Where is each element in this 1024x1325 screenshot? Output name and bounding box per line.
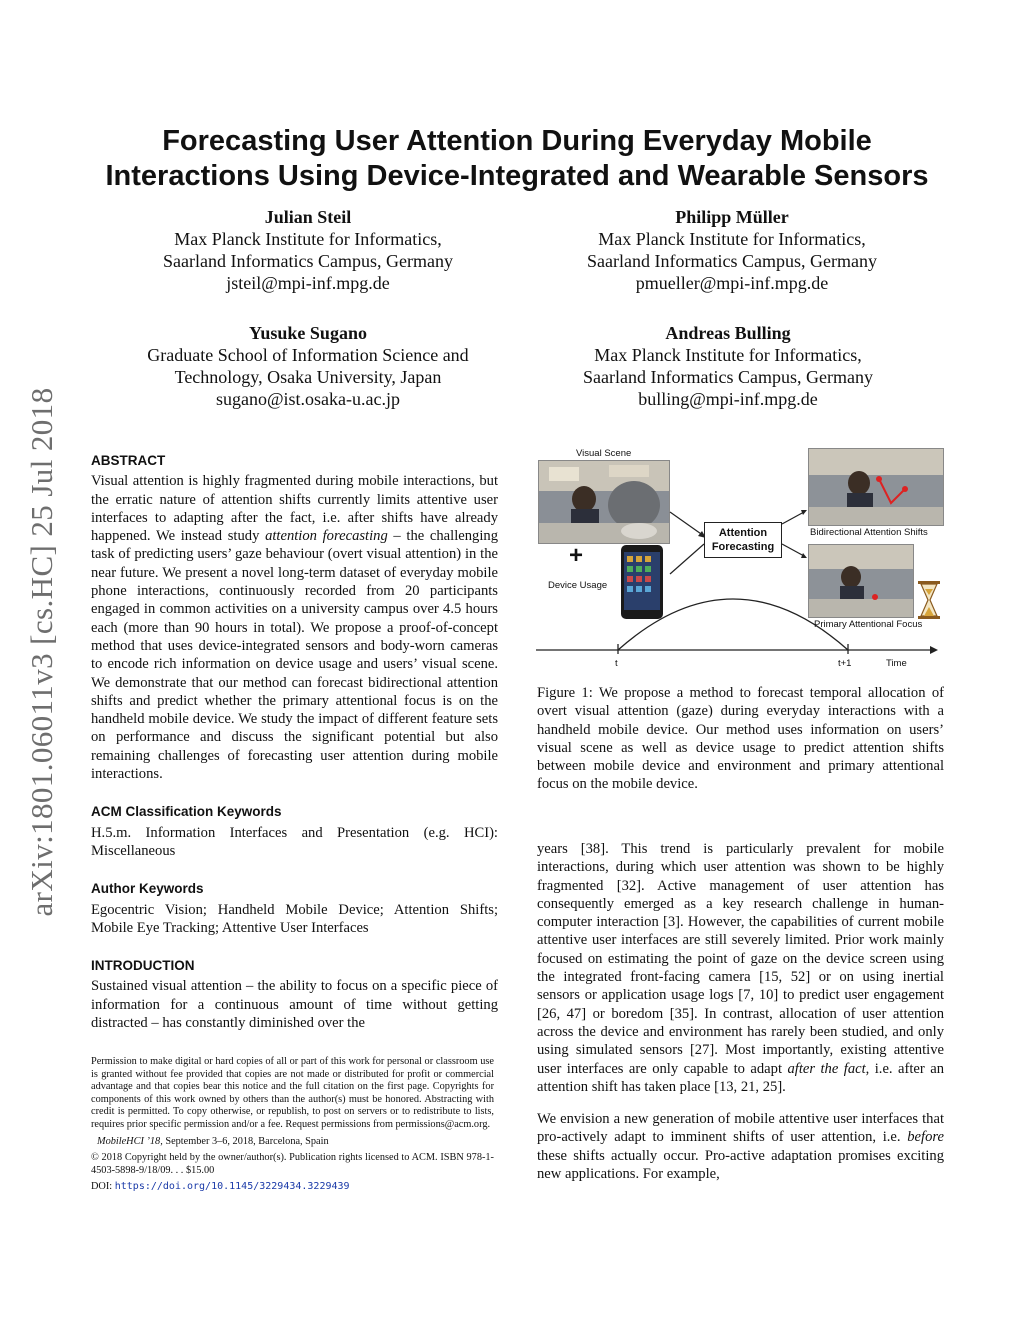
permission-text: Permission to make digital or hard copies of all or part of this work for personal or classroom use is granted without fee provided that copies are not made or distributed for profit or commercial advantage and that copies bear this notice and the full citation on the first page. Copyrights for components of this work owned by others than the author(s) must be honored. Abstracting with credit is permitted. To copy otherwise, or republish, to post on servers or to redistribute to lists, requires prior specific permission and/or a fee. Request permissions from permissions@acm.org. [91,1056,494,1130]
label-t-plus-1: t+1 [838,658,852,669]
author-block-mueller [542,206,922,294]
figure-caption: Figure 1: We propose a method to forecast temporal allocation of overt visual attention (gaze) during everyday interactions with a handheld mobile device. Our method uses information on users’ visual scene as well as device usage to predict attention shifts between mobile device and environment and primary attentional focus on the mobile device. [537,685,944,793]
acm-text: H.5.m. Information Interfaces and Presentation (e.g. HCI): Miscellaneous [91,824,498,859]
label-device-usage: Device Usage [548,580,608,591]
author-name: Andreas Bulling [665,323,791,343]
intro-paragraph-2: We envision a new generation of mobile attentive user interfaces that pro-actively adapt to imminent shifts of user attention, i.e. before these shifts actually occur. Pro-active adaptation promises exciting new applications. For example, [537,1111,944,1183]
author-block-sugano [108,322,508,410]
author-affiliation: Saarland Informatics Campus, Germany [583,367,873,387]
author-affiliation: Saarland Informatics Campus, Germany [587,251,877,271]
visual-scene-photo [538,460,670,544]
abstract-text: Visual attention is highly fragmented during mobile interactions, but the erratic nature of attention shifts currently limits attentive user interfaces to adapting after the fact, i.e. after shifts have already happened. We instead study attention forecasting – the challenging task of predicting users’ gaze behaviour (overt visual attention) in the near future. We present a novel long-term dataset of everyday mobile phone interactions, continuously recorded from 20 participants engaged in common activities on a university campus over 4.5 hours each (more than 90 hours in total). We propose a proof-of-concept method that uses device-integrated sensors and body-worn cameras to encode rich information on device usage and users’ visual scene. We demonstrate that our method can forecast bidirectional attention shifts and predict whether the primary attentional focus is on the handheld mobile device. We study the impact of different feature sets on performance and discuss the significant potential but also remaining challenges of forecasting user attention during mobile interactions. [91,473,498,783]
author-affiliation: Graduate School of Information Science and [147,345,469,365]
keywords-heading: Author Keywords [91,881,204,897]
label-primary-focus: Primary Attentional Focus [814,619,923,630]
author-affiliation: Max Planck Institute for Informatics, [594,345,862,365]
intro-paragraph-1: years [38]. This trend is particularly prevalent for mobile interactions, during which user attention was shown to be highly fragmented [32]. Active management of user attention has consequently emerged as a key research challenge in human-computer interaction [3]. However, the capabilities of current mobile attentive user interfaces are still severely limited. Prior work mainly focused on estimating the point of gaze on the device screen using the integrated front-facing camera [15, 52] or on using inertial sensors or application usage logs [7, 10] to predict user engagement [26, 47] or boredom [35]. In contrast, allocation of user attention across the device and environment has rarely been studied, and only using simulated sensors [27]. Most importantly, existing attentive user interfaces are only capable to adapt after the fact, i.e. after an attention shift has taken place [13, 21, 25]. [537,841,944,1095]
label-t: t [615,658,618,669]
author-affiliation: Technology, Osaka University, Japan [174,367,442,387]
paper-title [60,124,974,194]
title-line-2: Interactions Using Device-Integrated and Wearable Sensors [105,160,929,192]
author-email: pmueller@mpi-inf.mpg.de [635,273,829,293]
arxiv-id: arXiv:1801.06011v3 [cs.HC] 25 Jul 2018 [24,387,59,917]
author-affiliation: Max Planck Institute for Informatics, [598,229,866,249]
author-block-steil [118,206,498,294]
author-email: bulling@mpi-inf.mpg.de [638,389,818,409]
bidirectional-shifts-photo [808,448,944,526]
af-line-1: Attention [718,527,768,539]
doi-line: DOI: https://doi.org/10.1145/3229434.3229439 [91,1181,350,1193]
author-block-bulling [538,322,918,410]
introduction-text: Sustained visual attention – the ability to focus on a specific piece of information for a continuous amount of time without getting distracted – has constantly diminished over the [91,978,498,1032]
author-affiliation: Max Planck Institute for Informatics, [174,229,442,249]
author-email: sugano@ist.osaka-u.ac.jp [215,389,401,409]
timeline [536,584,946,654]
author-affiliation: Saarland Informatics Campus, Germany [163,251,453,271]
label-time: Time [886,658,907,669]
permission-block [91,1056,494,1194]
plus-sign: + [569,542,584,569]
abstract-heading: ABSTRACT [91,453,166,468]
copyright-text: © 2018 Copyright held by the owner/author(s). Publication rights licensed to ACM. ISBN 978-1-4503-5898-9/18/09. . . $15.00 [91,1152,494,1176]
acm-heading: ACM Classification Keywords [91,804,282,820]
af-line-2: Forecasting [711,541,775,553]
label-bidirectional-shifts: Bidirectional Attention Shifts [810,527,928,538]
title-line-1: Forecasting User Attention During Everyday Mobile [162,125,872,157]
arxiv-stamp [0,0,90,1325]
label-visual-scene: Visual Scene [576,448,632,459]
attention-forecasting-box [704,522,782,558]
keywords-text: Egocentric Vision; Handheld Mobile Device; Attention Shifts; Mobile Eye Tracking; Attentive User Interfaces [91,901,498,936]
output-arrows [780,504,810,564]
introduction-heading: INTRODUCTION [91,958,195,974]
right-column [537,840,944,1183]
author-email: jsteil@mpi-inf.mpg.de [226,273,390,293]
author-name: Yusuke Sugano [249,323,367,343]
author-name: Julian Steil [264,207,352,227]
author-name: Philipp Müller [675,207,789,227]
venue-line: MobileHCI ’18, September 3–6, 2018, Barcelona, Spain [97,1135,329,1147]
figure-1 [536,444,946,674]
doi-link[interactable]: https://doi.org/10.1145/3229434.3229439 [114,1181,350,1193]
left-column [91,452,498,1032]
